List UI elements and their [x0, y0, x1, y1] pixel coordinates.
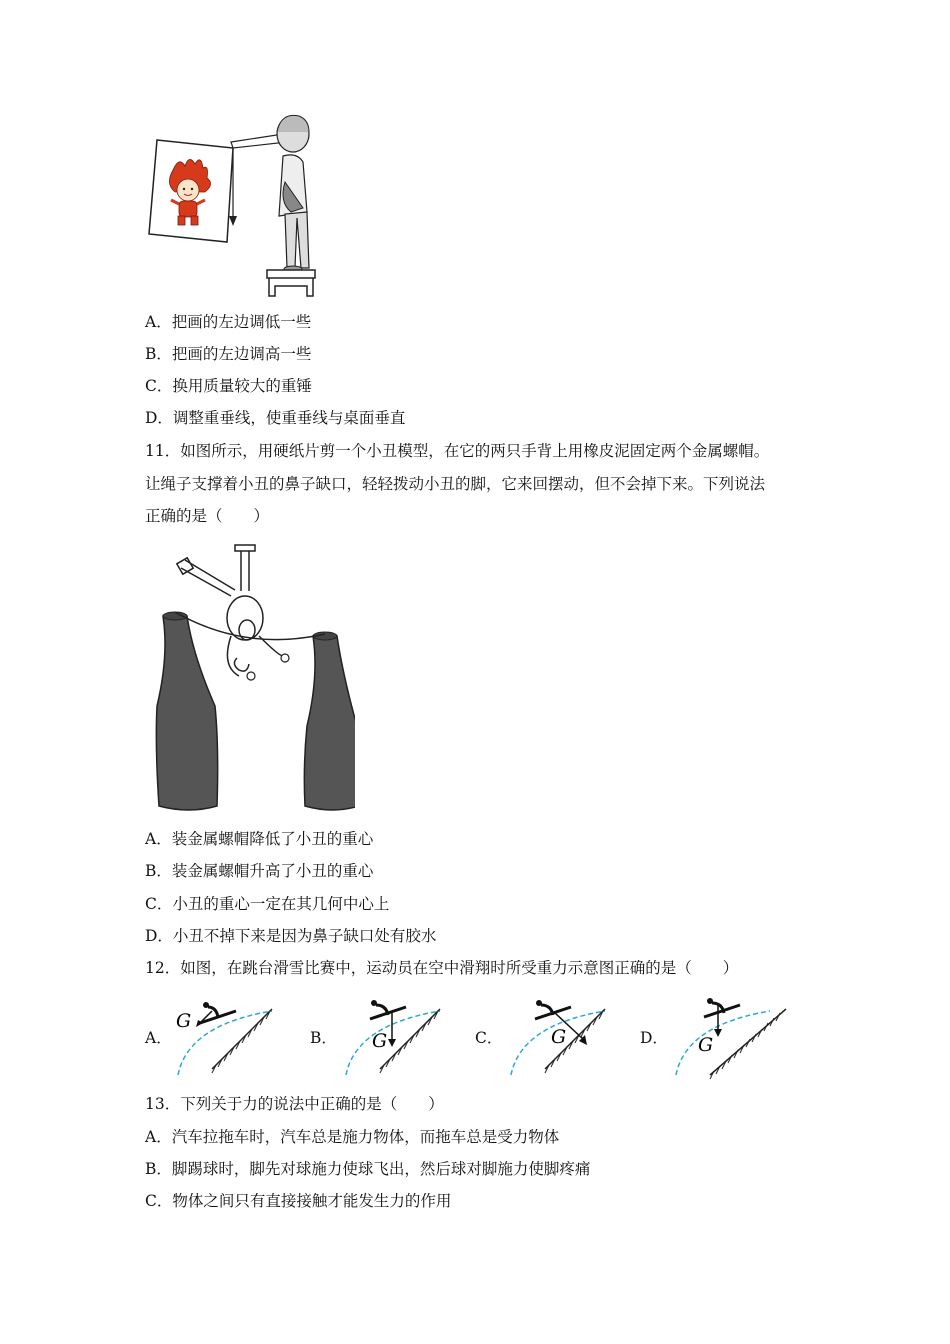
q12-figure-c: [505, 995, 615, 1080]
q12-stem: 12．如图，在跳台滑雪比赛中，运动员在空中滑翔时所受重力示意图正确的是（ ）: [145, 959, 739, 977]
q13-stem: 13．下列关于力的说法中正确的是（ ）: [145, 1095, 444, 1113]
g-label: G: [176, 1010, 192, 1032]
q10-option-b: B．把画的左边调高一些: [145, 345, 312, 363]
q12-figure-a: [172, 995, 282, 1080]
clown-on-rope-figure: [145, 540, 355, 812]
q12-option-c-label: C．: [475, 1029, 503, 1047]
q12-option-d-label: D．: [640, 1029, 668, 1047]
q11-option-d: D．小丑不掉下来是因为鼻子缺口处有胶水: [145, 927, 437, 945]
q10-option-d: D．调整重垂线，使重垂线与桌面垂直: [145, 409, 406, 427]
plumb-line-figure: [145, 112, 325, 302]
q11-stem-line-2: 让绳子支撑着小丑的鼻子缺口，轻轻拨动小丑的脚，它来回摆动，但不会掉下来。下列说法: [145, 475, 766, 493]
q13-option-b: B．脚踢球时，脚先对球施力使球飞出，然后球对脚施力使脚疼痛: [145, 1160, 591, 1178]
q10-option-a: A．把画的左边调低一些: [145, 313, 312, 331]
q12-option-b-label: B．: [310, 1029, 337, 1047]
q11-option-b: B．装金属螺帽升高了小丑的重心: [145, 862, 374, 880]
q13-option-a: A．汽车拉拖车时，汽车总是施力物体，而拖车总是受力物体: [145, 1128, 560, 1146]
q11-option-a: A．装金属螺帽降低了小丑的重心: [145, 830, 374, 848]
q11-stem-line-1: 11．如图所示，用硬纸片剪一个小丑模型，在它的两只手背上用橡皮泥固定两个金属螺帽。: [145, 442, 770, 460]
g-label: G: [698, 1034, 714, 1056]
q13-option-c: C．物体之间只有直接接触才能发生力的作用: [145, 1192, 452, 1210]
q11-stem-line-3: 正确的是（ ）: [145, 507, 270, 525]
g-label: G: [551, 1026, 567, 1048]
q11-option-c: C．小丑的重心一定在其几何中心上: [145, 895, 390, 913]
q12-option-a-label: A．: [145, 1029, 172, 1047]
q12-figure-b: [340, 995, 450, 1080]
q12-figure-d: [670, 995, 790, 1080]
q10-option-c: C．换用质量较大的重锤: [145, 377, 312, 395]
g-label: G: [372, 1030, 388, 1052]
